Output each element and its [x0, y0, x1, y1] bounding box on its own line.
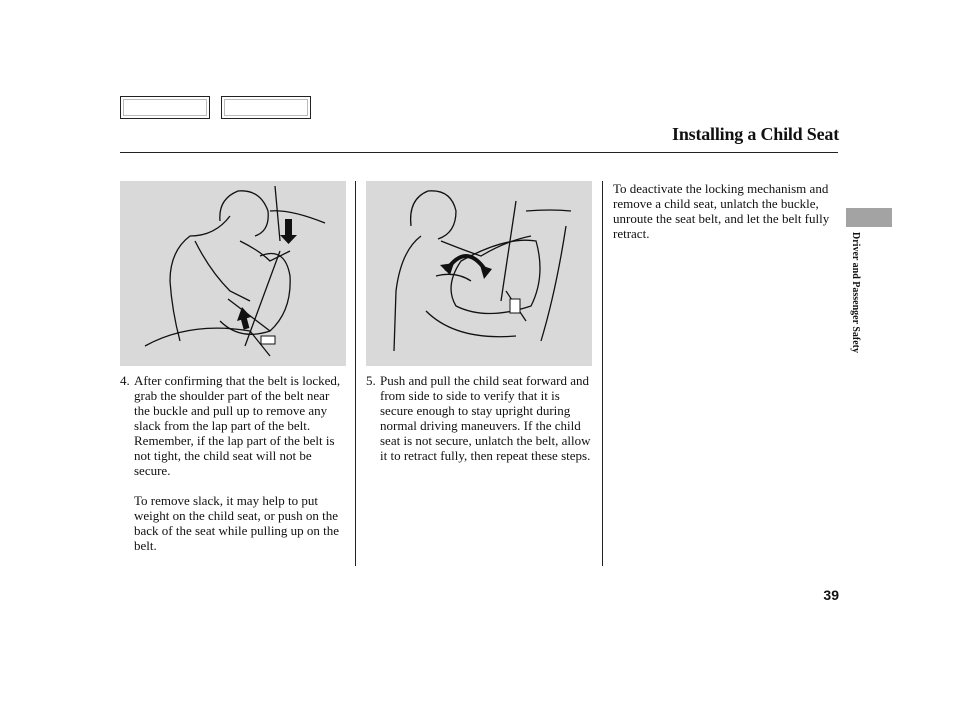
- check-seat-drawing: [366, 181, 592, 366]
- next-page-button[interactable]: [221, 96, 311, 119]
- step-4-number: 4.: [120, 373, 130, 388]
- step-5-block: [366, 373, 593, 463]
- step-4: [120, 373, 345, 478]
- step-5: [366, 373, 593, 463]
- section-label: Driver and Passenger Safety: [850, 232, 861, 354]
- title-divider: [120, 152, 838, 153]
- column-divider-left: [355, 181, 356, 566]
- previous-page-button[interactable]: [120, 96, 210, 119]
- step-4-block: [120, 373, 345, 553]
- illustration-check-seat: [366, 181, 592, 366]
- step-4-text: After confirming that the belt is locked, grab the shoulder part of the belt near the buckle and pull up to remove any slack from the lap part of the belt. Remember, if the lap part of the belt is not tight, the child seat will not be secure.: [134, 373, 341, 478]
- column-divider-right: [602, 181, 603, 566]
- illustration-tighten-belt: [120, 181, 346, 366]
- step-5-text: Push and pull the child seat forward and from side to side to verify that it is secure enough to stay upright during normal driving maneuvers. If the child seat is not secure, unlatch the belt, allow it to retract fully, then repeat these steps.: [380, 373, 591, 463]
- step-5-number: 5.: [366, 373, 376, 388]
- page-title: Installing a Child Seat: [672, 124, 839, 144]
- deactivate-lock-text: To deactivate the locking mechanism and remove a child seat, unlatch the buckle, unroute the seat belt, and let the belt fully retract.: [613, 181, 830, 241]
- section-tab[interactable]: [846, 208, 892, 227]
- step-4-note: To remove slack, it may help to put weight on the child seat, or push on the back of the seat while pulling up on the belt.: [134, 493, 340, 553]
- tighten-belt-drawing: [120, 181, 346, 366]
- page-number: 39: [823, 587, 839, 603]
